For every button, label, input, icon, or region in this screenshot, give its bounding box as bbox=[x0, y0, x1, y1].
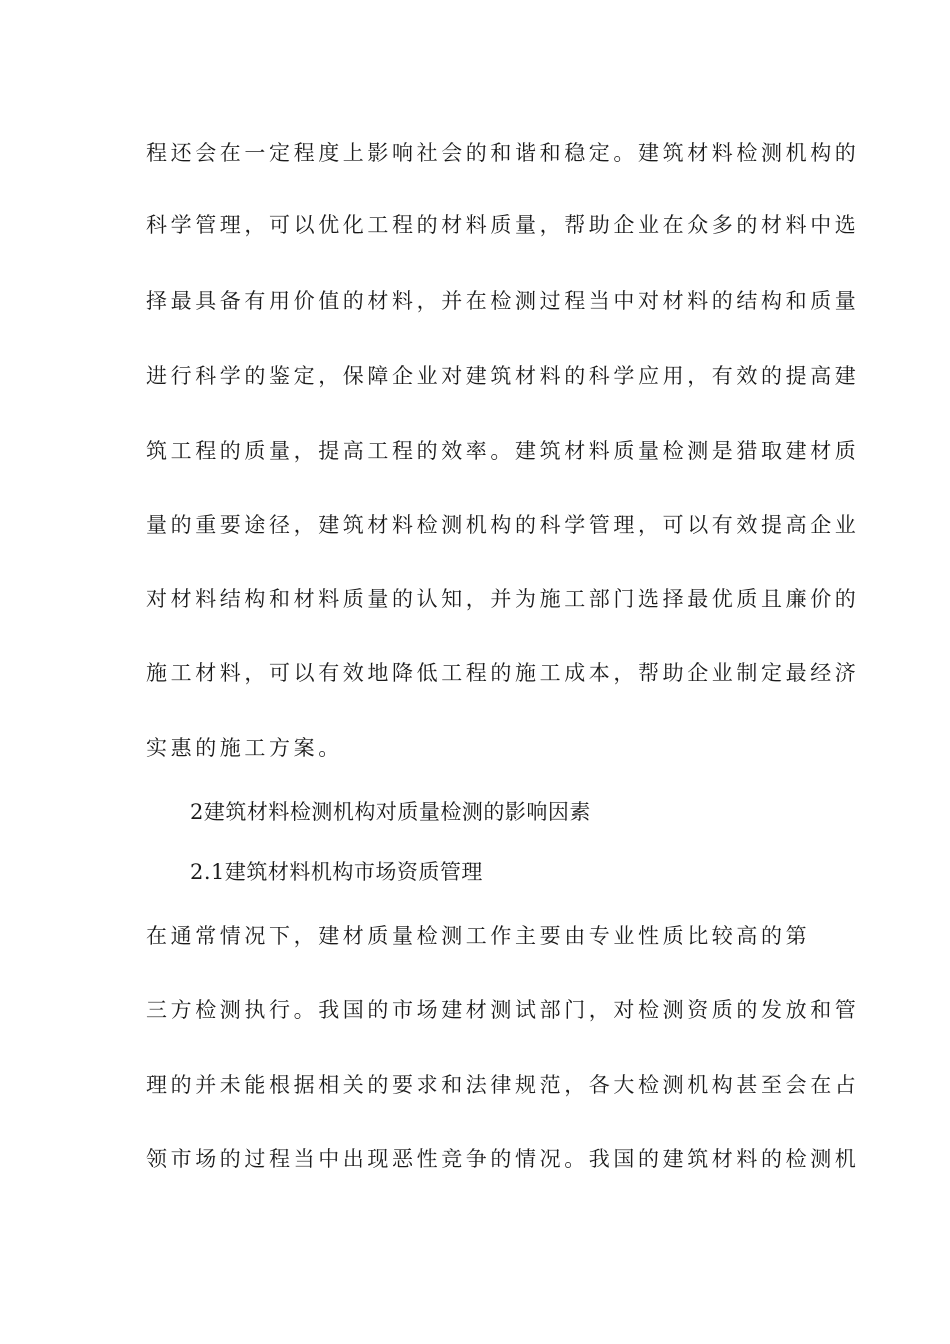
paragraph-1-line-1: 程还会在一定程度上影响社会的和谐和稳定。建筑材料检测机构的 bbox=[146, 141, 860, 165]
paragraph-2-line-2: 三方检测执行。我国的市场建材测试部门，对检测资质的发放和管 bbox=[146, 998, 860, 1022]
subsection-heading: 2.1建筑材料机构市场资质管理 bbox=[190, 860, 483, 884]
paragraph-2-line-3: 理的并未能根据相关的要求和法律规范，各大检测机构甚至会在占 bbox=[146, 1073, 860, 1097]
paragraph-1-line-5: 筑工程的质量，提高工程的效率。建筑材料质量检测是猎取建材质 bbox=[146, 439, 860, 463]
paragraph-2-line-1: 在通常情况下，建材质量检测工作主要由专业性质比较高的第 bbox=[146, 924, 811, 948]
paragraph-1-line-6: 量的重要途径，建筑材料检测机构的科学管理，可以有效提高企业 bbox=[146, 513, 860, 537]
paragraph-1-line-7: 对材料结构和材料质量的认知，并为施工部门选择最优质且廉价的 bbox=[146, 587, 860, 611]
paragraph-2-line-4: 领市场的过程当中出现恶性竞争的情况。我国的建筑材料的检测机 bbox=[146, 1147, 860, 1171]
paragraph-1-line-9: 实惠的施工方案。 bbox=[146, 736, 343, 760]
paragraph-1-line-3: 择最具备有用价值的材料，并在检测过程当中对材料的结构和质量 bbox=[146, 289, 860, 313]
paragraph-1-line-2: 科学管理，可以优化工程的材料质量，帮助企业在众多的材料中选 bbox=[146, 213, 860, 237]
paragraph-1-line-8: 施工材料，可以有效地降低工程的施工成本，帮助企业制定最经济 bbox=[146, 661, 860, 685]
section-heading: 2建筑材料检测机构对质量检测的影响因素 bbox=[190, 800, 591, 824]
paragraph-1-line-4: 进行科学的鉴定，保障企业对建筑材料的科学应用，有效的提高建 bbox=[146, 364, 860, 388]
